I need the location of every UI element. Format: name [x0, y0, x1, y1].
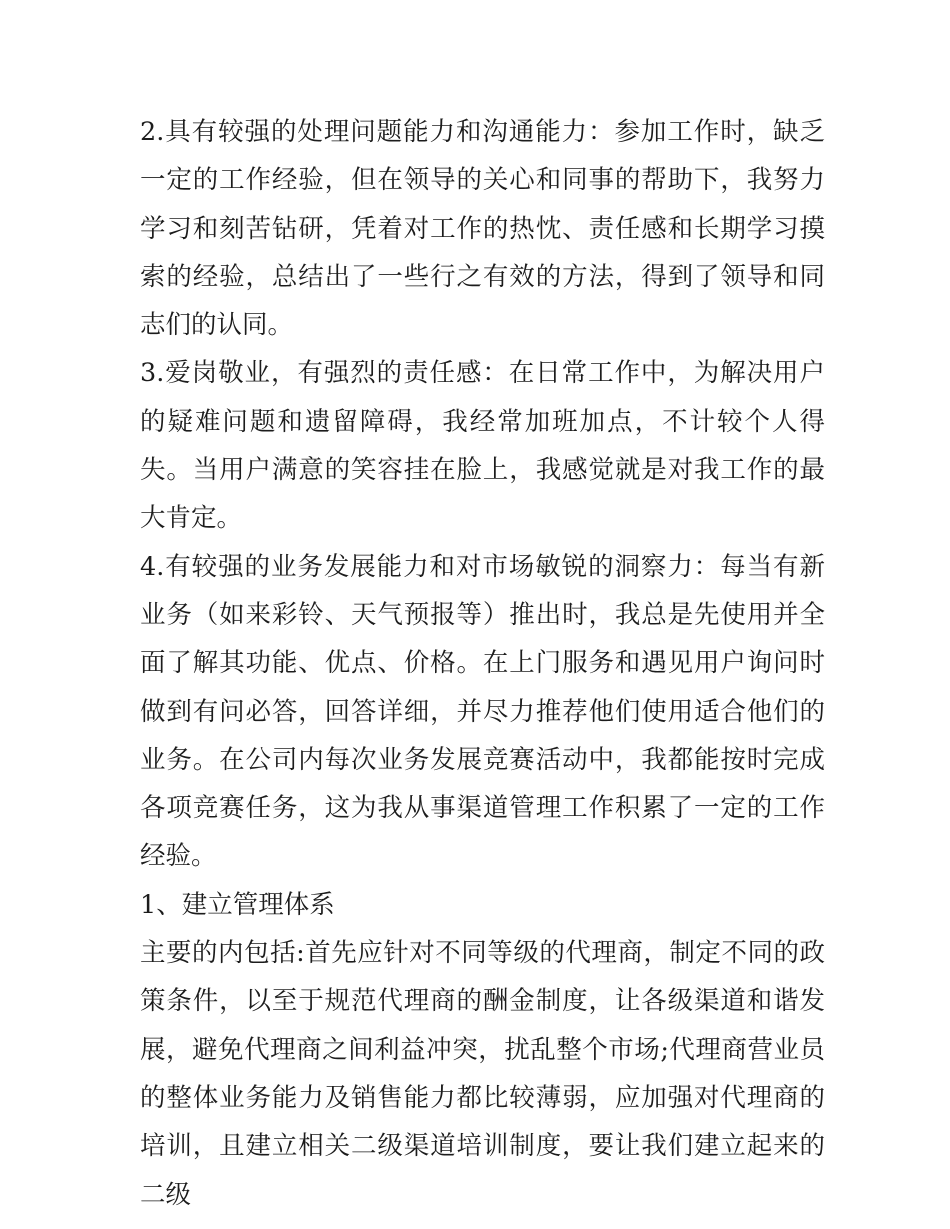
- paragraph-skills-problem-solving: 2.具有较强的处理问题能力和沟通能力：参加工作时，缺乏一定的工作经验，但在领导的关心和同事的帮助下，我努力学习和刻苦钻研，凭着对工作的热忱、责任感和长期学习摸索的经验，总结出了一些行之有效的方法，得到了领导和同志们的认同。: [140, 117, 825, 341]
- section-heading-management-system: 1、建立管理体系: [140, 889, 335, 920]
- paragraph-dedication: 3.爱岗敬业，有强烈的责任感：在日常工作中，为解决用户的疑难问题和遗留障碍，我经常加班加点，不计较个人得失。当用户满意的笑容挂在脸上，我感觉就是对我工作的最大肯定。: [140, 358, 825, 534]
- paragraph-business-development: 4.有较强的业务发展能力和对市场敏锐的洞察力：每当有新业务（如来彩铃、天气预报等）推出时，我总是先使用并全面了解其功能、优点、价格。在上门服务和遇见用户询问时做到有问必答，回答详细，并尽力推荐他们使用适合他们的业务。在公司内每次业务发展竞赛活动中，我都能按时完成各项竞赛任务，这为我从事渠道管理工作积累了一定的工作经验。: [140, 551, 825, 872]
- document-body: [140, 108, 825, 1219]
- paragraph-management-content: 主要的内包括:首先应针对不同等级的代理商，制定不同的政策条件，以至于规范代理商的酬金制度，让各级渠道和谐发展，避免代理商之间利益冲突，扰乱整个市场;代理商营业员的整体业务能力及销售能力都比较薄弱，应加强对代理商的培训，且建立相关二级渠道培训制度，要让我们建立起来的二级: [140, 938, 825, 1210]
